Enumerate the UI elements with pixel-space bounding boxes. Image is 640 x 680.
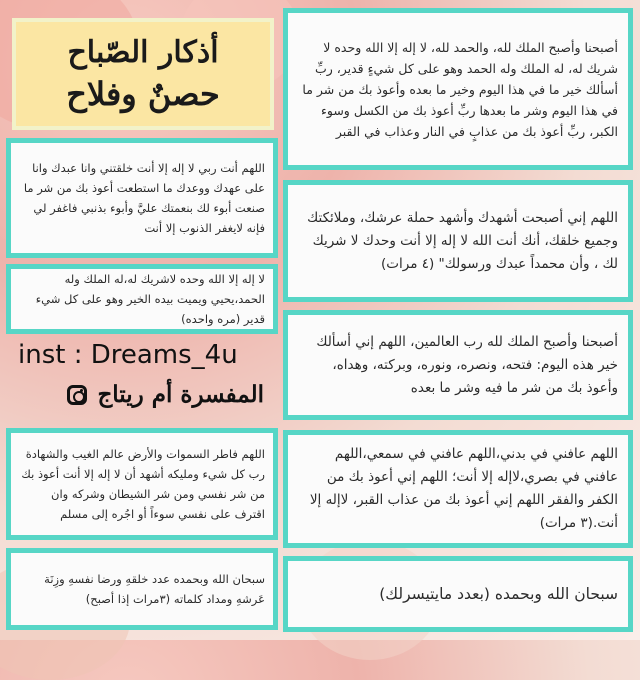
title-line-1: أذكار الصّباح — [67, 35, 219, 70]
instagram-icon — [67, 385, 87, 405]
author-name: المفسرة أم ريتاج — [97, 381, 264, 408]
author-line — [67, 375, 264, 415]
dhikr-text: أصبحنا وأصبح الملك لله رب العالمين، اللهم إني أسألك خير هذه اليوم: فتحه، ونصره، ونوره، وبركته، وهداه، وأعوذ بك من شر ما فيه وشر ما بعده — [316, 333, 618, 396]
dhikr-text: سبحان الله وبحمده (بعدد مايتيسرلك) — [379, 585, 618, 603]
dhikr-card-right-2 — [283, 180, 633, 302]
dhikr-card-left-3 — [6, 428, 278, 540]
title-line-2: حصنٌ وفلاح — [66, 75, 220, 113]
dhikr-text: اللهم أنت ربي لا إله إلا أنت خلقتني وانا عبدك وانا على عهدك ووعدك ما استطعت أعوذ بك من شر ما صنعت أبوء لك بنعمتك عليَّ وأبوء بذنبي فاغفر لي فإنه لايغفر الذنوب إلا أنت — [23, 161, 265, 235]
dhikr-text: أصبحنا وأصبح الملك لله، والحمد لله، لا إله إلا الله وحده لا شريك له، له الملك وله الحمد وهو على كل شيءٍ قدير، ربِّ أسألك خير ما في هذا اليوم وخير ما بعده وأعوذ بك من شر ما في هذا اليوم وشر ما بعدها ربِّ أعوذ بك من الكسل وسوء الكبر، ربِّ أعوذ بك من عذابٍ في النار وعذاب في القبر — [302, 39, 618, 139]
dhikr-card-left-1 — [6, 138, 278, 258]
dhikr-text: اللهم عافني في بدني،اللهم عافني في سمعي،اللهم عافني في بصري،لاإله إلا أنت؛ اللهم إني أعوذ بك من الكفر والفقر اللهم إني أعوذ بك من عذاب القبر، لاإله إلا أنت.(٣ مرات) — [309, 446, 618, 531]
account-watermark — [8, 335, 276, 425]
dhikr-text: اللهم إني أصبحت أشهدك وأشهد حملة عرشك، وملائكتك وجميع خلقك، أنك أنت الله لا إله إلا أنت وحدك لا شريك لك ، وأن محمداً عبدك ورسولك" (٤ مرات) — [307, 209, 618, 272]
instagram-handle: inst : Dreams_4u — [18, 340, 238, 370]
dhikr-card-right-5 — [283, 556, 633, 632]
dhikr-card-left-4 — [6, 548, 278, 630]
dhikr-text: اللهم فاطر السموات والأرض عالم الغيب والشهادة رب كل شيء ومليكه أشهد أن لا إله إلا أنت أعوذ بك من شر نفسي ومن شر الشيطان وشركه وان اقترف على نفسي سوءاً أو اجُره إلى مسلم — [21, 447, 265, 521]
dhikr-card-right-3 — [283, 310, 633, 420]
dhikr-card-right-1 — [283, 8, 633, 170]
dhikr-text: سبحان الله وبحمده عدد خلقهِ ورضا نفسهِ وزِنَة عَرشهِ ومداد كلماته (٣مرات إذا أصبح) — [44, 572, 265, 606]
title-banner — [12, 18, 274, 130]
dhikr-card-left-2 — [6, 264, 278, 334]
dhikr-card-right-4 — [283, 430, 633, 548]
dhikr-text: لا إله إلا الله وحده لاشريك له،له الملك وله الحمد،يحيي ويميت بيده الخير وهو على كل شيء قدير (مره واحده) — [35, 272, 265, 326]
